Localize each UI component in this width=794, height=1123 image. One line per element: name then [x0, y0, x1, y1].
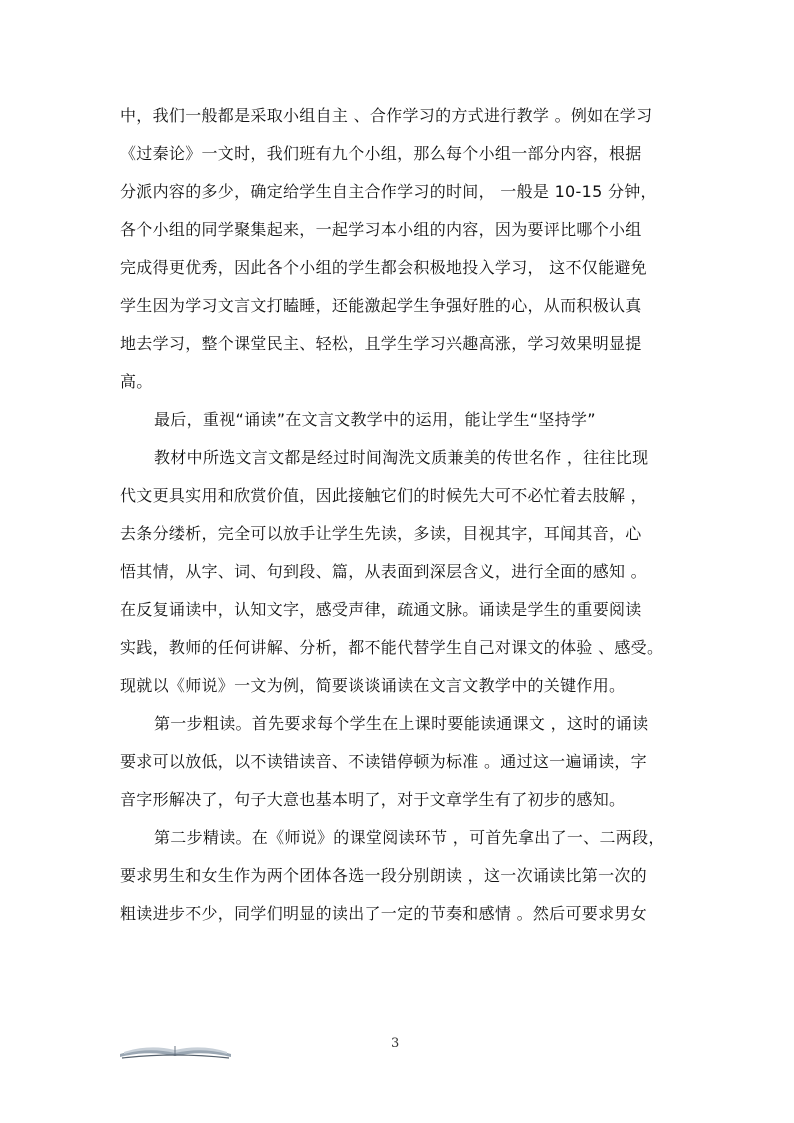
text-line: 代文更具实用和欣赏价值，因此接触它们的时候先大可不必忙着去肢解 ， [120, 486, 647, 505]
text-line: 现就以《师说》一文为例，简要谈谈诵读在文言文教学中的关键作用。 [120, 676, 626, 695]
text-line: 去条分缕析，完全可以放手让学生先读，多读，目视其字，耳闻其音，心 [120, 524, 642, 543]
text-line: 第二步精读。在《师说》的课堂阅读环节 ，可首先拿出了一、二两段， [154, 828, 665, 847]
text-line: 实践，教师的任何讲解、分析，都不能代替学生自己对课文的体验 、感受。 [120, 638, 664, 657]
text-line: 要求可以放低，以不读错读音、不读错停顿为标准 。通过这一遍诵读，字 [120, 752, 647, 771]
text-line: 完成得更优秀，因此各个小组的学生都会积极地投入学习， 这不仅能避免 [120, 258, 647, 277]
text-line: 分派内容的多少，确定给学生自主合作学习的时间， 一般是 10-15 分钟， [120, 182, 657, 201]
text-line: 各个小组的同学聚集起来，一起学习本小组的内容，因为要评比哪个小组 [120, 220, 642, 239]
text-line: 悟其情，从字、词、句到段、篇，从表面到深层含义，进行全面的感知 。 [120, 562, 647, 581]
text-line: 要求男生和女生作为两个团体各选一段分别朗读 ，这一次诵读比第一次的 [120, 866, 647, 885]
text-line: 中，我们一般都是采取小组自主 、合作学习的方式进行教学 。例如在学习 [120, 106, 653, 125]
text-line: 在反复诵读中，认知文字，感受声律，疏通文脉。诵读是学生的重要阅读 [120, 600, 642, 619]
open-book-icon [118, 1038, 233, 1060]
text-line: 教材中所选文言文都是经过时间淘洗文质兼美的传世名作 ，往往比现 [154, 448, 649, 467]
page-number: 3 [391, 1036, 400, 1051]
section-heading: 最后，重视“诵读”在文言文教学中的运用，能让学生“坚持学” [154, 410, 596, 429]
text-line: 地去学习，整个课堂民主、轻松，且学生学习兴趣高涨，学习效果明显提 [120, 334, 642, 353]
text-line: 《过秦论》一文时，我们班有九个小组，那么每个小组一部分内容，根据 [120, 144, 642, 163]
body-text [120, 97, 676, 933]
text-line: 第一步粗读。首先要求每个学生在上课时要能读通课文 ，这时的诵读 [154, 714, 649, 733]
text-line: 学生因为学习文言文打瞌睡，还能激起学生争强好胜的心，从而积极认真 [120, 296, 642, 315]
text-line: 高。 [120, 372, 153, 391]
text-line: 粗读进步不少，同学们明显的读出了一定的节奏和感情 。然后可要求男女 [120, 904, 647, 923]
text-line: 音字形解决了，句子大意也基本明了，对于文章学生有了初步的感知。 [120, 790, 626, 809]
